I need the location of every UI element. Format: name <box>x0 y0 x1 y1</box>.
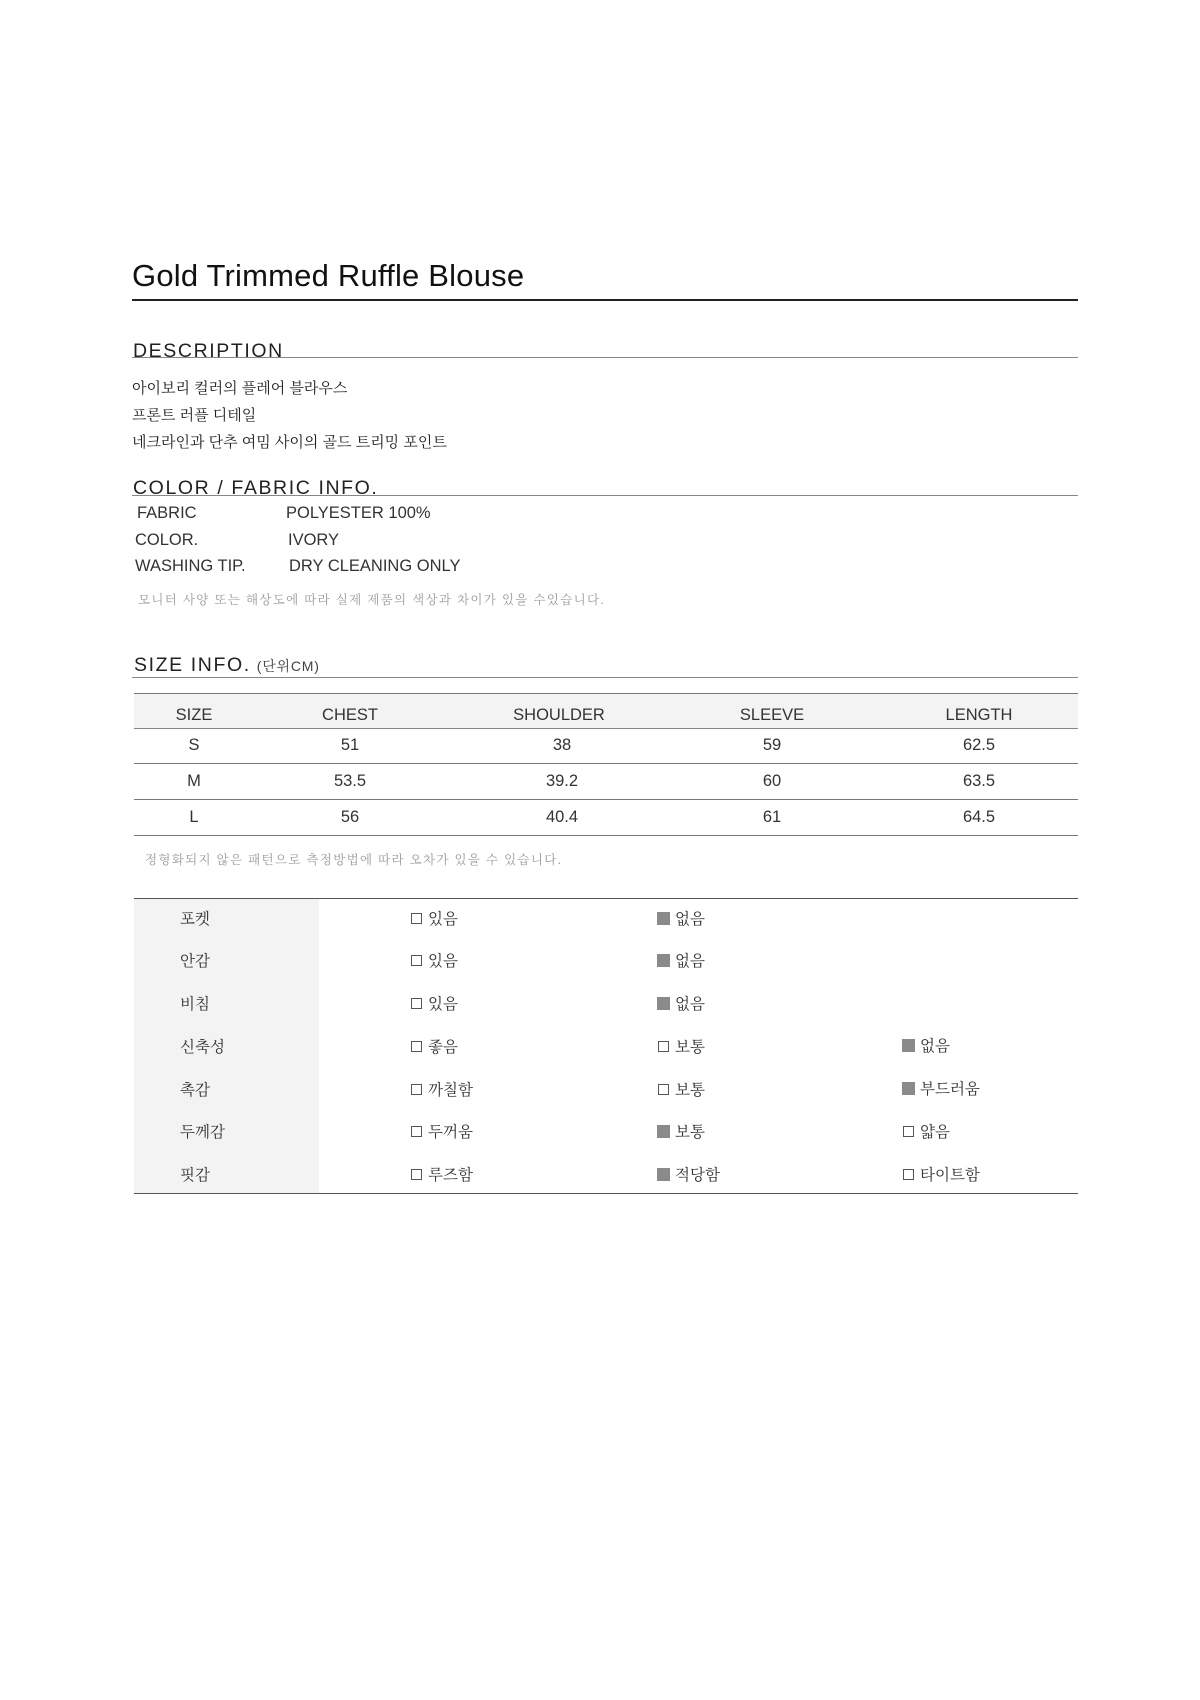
fabric-divider <box>132 495 1078 496</box>
checkbox-filled-icon <box>657 912 670 925</box>
option-stretch-normal: 보통 <box>658 1035 705 1057</box>
size-cell: L <box>189 808 199 826</box>
option-stretch-none: 없음 <box>902 1034 950 1056</box>
table-row <box>134 764 1078 800</box>
fabric-label: FABRIC <box>137 504 197 522</box>
characteristic-label-pocket: 포켓 <box>180 911 210 928</box>
checkbox-empty-icon <box>658 1041 669 1052</box>
option-thickness-thin: 얇음 <box>903 1120 950 1142</box>
characteristic-label-thickness: 두께감 <box>180 1124 225 1141</box>
column-header-size: SIZE <box>175 706 213 724</box>
option-touch-soft: 부드러움 <box>902 1077 980 1099</box>
sleeve-cell: 60 <box>762 772 782 790</box>
description-line: 네크라인과 단추 여밈 사이의 골드 트리밍 포인트 <box>132 434 447 451</box>
table-row <box>134 728 1078 764</box>
sleeve-cell: 59 <box>762 736 782 754</box>
option-stretch-good: 좋음 <box>411 1035 458 1057</box>
length-cell: 62.5 <box>962 736 996 754</box>
shoulder-cell: 38 <box>552 736 572 754</box>
color-label: COLOR. <box>135 531 199 549</box>
characteristic-label-touch: 촉감 <box>180 1082 210 1099</box>
length-cell: 63.5 <box>962 772 996 790</box>
fabric-heading: COLOR / FABRIC INFO. <box>133 477 379 499</box>
option-thickness-normal: 보통 <box>657 1120 705 1142</box>
checkbox-empty-icon <box>903 1169 914 1180</box>
description-heading: DESCRIPTION <box>133 340 284 362</box>
checkbox-filled-icon <box>657 997 670 1010</box>
option-pocket-yes: 있음 <box>411 907 458 929</box>
fabric-value: POLYESTER 100% <box>286 504 431 522</box>
checkbox-filled-icon <box>657 1125 670 1138</box>
checkbox-empty-icon <box>411 913 422 924</box>
option-fit-regular: 적당함 <box>657 1163 720 1185</box>
washing-tip-value: DRY CLEANING ONLY <box>289 557 461 575</box>
option-fit-loose: 루즈함 <box>411 1163 473 1185</box>
checkbox-empty-icon <box>411 1041 422 1052</box>
option-lining-no: 없음 <box>657 949 705 971</box>
characteristic-label-stretch: 신축성 <box>180 1039 225 1056</box>
characteristic-label-lining: 안감 <box>180 953 210 970</box>
checkbox-empty-icon <box>411 955 422 966</box>
checkbox-empty-icon <box>903 1126 914 1137</box>
size-unit: (단위CM) <box>256 658 320 674</box>
size-heading: SIZE INFO. (단위CM) <box>134 654 320 676</box>
chest-cell: 53.5 <box>333 772 367 790</box>
characteristic-label-fit: 핏감 <box>180 1167 210 1184</box>
column-header-length: LENGTH <box>945 706 1013 724</box>
sleeve-cell: 61 <box>762 808 782 826</box>
checkbox-empty-icon <box>411 1126 422 1137</box>
checkbox-filled-icon <box>657 954 670 967</box>
shoulder-cell: 39.2 <box>545 772 579 790</box>
checkbox-filled-icon <box>657 1168 670 1181</box>
column-header-sleeve: SLEEVE <box>739 706 805 724</box>
chest-cell: 51 <box>340 736 360 754</box>
color-disclaimer: 모니터 사양 또는 해상도에 따라 실제 제품의 색상과 차이가 있을 수있습니다. <box>138 593 606 607</box>
option-pocket-no: 없음 <box>657 907 705 929</box>
characteristics-label-column <box>134 899 319 1193</box>
option-sheerness-no: 없음 <box>657 992 705 1014</box>
column-header-chest: CHEST <box>322 706 378 724</box>
option-lining-yes: 있음 <box>411 949 458 971</box>
checkbox-empty-icon <box>411 998 422 1009</box>
size-table-header <box>134 694 1078 729</box>
size-divider <box>132 677 1078 678</box>
size-cell: M <box>187 772 201 790</box>
option-touch-rough: 까칠함 <box>411 1078 473 1100</box>
option-sheerness-yes: 있음 <box>411 992 458 1014</box>
measurement-disclaimer: 정형화되지 않은 패턴으로 측정방법에 따라 오차가 있을 수 있습니다. <box>145 853 563 867</box>
checkbox-empty-icon <box>411 1084 422 1095</box>
checkbox-empty-icon <box>658 1084 669 1095</box>
color-value: IVORY <box>288 531 340 549</box>
description-line: 아이보리 컬러의 플레어 블라우스 <box>132 380 348 397</box>
size-cell: S <box>188 736 200 754</box>
product-title: Gold Trimmed Ruffle Blouse <box>132 258 525 293</box>
checkbox-empty-icon <box>411 1169 422 1180</box>
description-divider <box>132 357 1078 358</box>
checkbox-filled-icon <box>902 1082 915 1095</box>
option-touch-normal: 보통 <box>658 1078 705 1100</box>
description-line: 프론트 러플 디테일 <box>132 407 257 424</box>
title-divider <box>132 299 1078 301</box>
washing-tip-label: WASHING TIP. <box>135 557 246 575</box>
table-row <box>134 800 1078 836</box>
column-header-shoulder: SHOULDER <box>513 706 605 724</box>
chest-cell: 56 <box>340 808 360 826</box>
option-thickness-thick: 두꺼움 <box>411 1120 473 1142</box>
length-cell: 64.5 <box>962 808 996 826</box>
option-fit-tight: 타이트함 <box>903 1163 980 1185</box>
characteristics-bottom-rule <box>134 1193 1078 1194</box>
shoulder-cell: 40.4 <box>545 808 579 826</box>
checkbox-filled-icon <box>902 1039 915 1052</box>
characteristic-label-sheerness: 비침 <box>180 996 210 1013</box>
